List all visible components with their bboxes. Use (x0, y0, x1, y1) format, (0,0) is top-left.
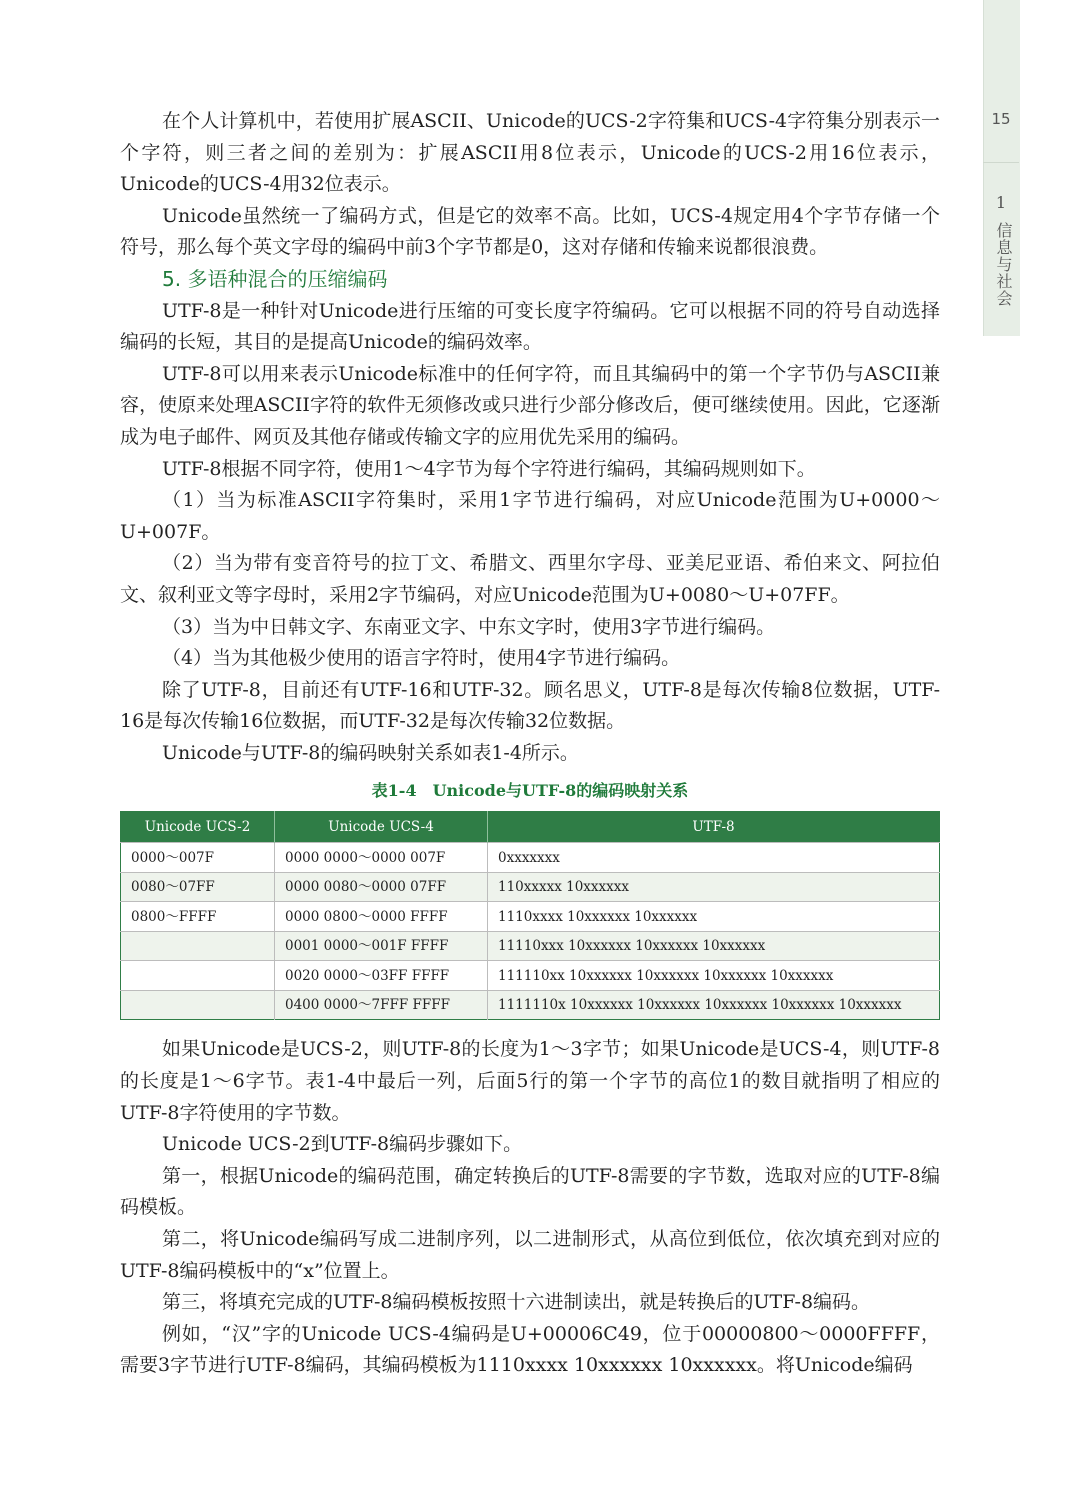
paragraph: 如果Unicode是UCS-2，则UTF-8的长度为1～3字节；如果Unicode是UCS-4，则UTF-8的长度是1～6字节。表1-4中最后一列，后面5行的第一个字节的高位1的数目就指明了相应的UTF-8字符使用的字节数。 (120, 1038, 940, 1124)
rule-item-2: （2）当为带有变音符号的拉丁文、希腊文、西里尔字母、亚美尼亚语、希伯来文、阿拉伯文、叙利亚文等字母时，采用2字节编码，对应Unicode范围为U+0080～U+07FF。 (120, 552, 940, 606)
table-row (121, 872, 940, 902)
paragraph: UTF-8是一种针对Unicode进行压缩的可变长度字符编码。它可以根据不同的符号自动选择编码的长短，其目的是提高Unicode的编码效率。 (120, 299, 940, 354)
step-2: 第二，将Unicode编码写成二进制序列，以二进制形式，从高位到低位，依次填充到对应的UTF-8编码模板中的“x”位置上。 (120, 1228, 940, 1282)
encoding-map-table (120, 811, 940, 1020)
table-cell: 0080～07FF (121, 872, 275, 902)
table-cell: 0020 0000～03FF FFFF (275, 961, 488, 991)
table-caption: 表1-4 Unicode与UTF-8的编码映射关系 (371, 781, 689, 801)
table-cell: 0000 0000～0000 007F (275, 843, 488, 873)
table-row (121, 931, 940, 961)
rule-item-4: （4）当为其他极少使用的语言字符时，使用4字节进行编码。 (162, 647, 681, 670)
rule-item-1: （1）当为标准ASCII字符集时，采用1字节进行编码，对应Unicode范围为U+0000～U+007F。 (120, 489, 940, 543)
table-cell: 0xxxxxxx (488, 843, 940, 873)
table-row (121, 990, 940, 1020)
table-cell: 111110xx 10xxxxxx 10xxxxxx 10xxxxxx 10xxxxxx (488, 961, 940, 991)
table-cell: 0800～FFFF (121, 902, 275, 932)
side-tab-divider (983, 162, 1019, 163)
section-heading: 5. 多语种混合的压缩编码 (162, 266, 388, 291)
table-cell: 11110xxx 10xxxxxx 10xxxxxx 10xxxxxx (488, 931, 940, 961)
paragraph: UTF-8可以用来表示Unicode标准中的任何字符，而且其编码中的第一个字节仍与ASCII兼容，使原来处理ASCII字符的软件无须修改或只进行少部分修改后，便可继续使用。因此，它逐渐成为电子邮件、网页及其他存储或传输文字的应用优先采用的编码。 (120, 362, 940, 448)
table-cell: 1111110x 10xxxxxx 10xxxxxx 10xxxxxx 10xxxxxx 10xxxxxx (488, 990, 940, 1020)
paragraph: Unicode UCS-2到UTF-8编码步骤如下。 (162, 1133, 523, 1156)
table-cell: 0001 0000～001F FFFF (275, 931, 488, 961)
table-cell (121, 961, 275, 991)
table-cell (121, 990, 275, 1020)
example-paragraph: 例如，“汉”字的Unicode UCS-4编码是U+00006C49，位于00000800～0000FFFF，需要3字节进行UTF-8编码，其编码模板为1110xxxx 10xxxxxx 10xxxxxx。将Unicode编码 (120, 1322, 940, 1377)
table-header-row (121, 812, 940, 843)
paragraph: 在个人计算机中，若使用扩展ASCII、Unicode的UCS-2字符集和UCS-4字符集分别表示一个字符，则三者之间的差别为：扩展ASCII用8位表示，Unicode的UCS-2用16位表示，Unicode的UCS-4用32位表示。 (120, 110, 940, 196)
step-1: 第一，根据Unicode的编码范围，确定转换后的UTF-8需要的字节数，选取对应的UTF-8编码模板。 (120, 1164, 940, 1219)
page-number: 15 (991, 110, 1011, 128)
paragraph: Unicode虽然统一了编码方式，但是它的效率不高。比如，UCS-4规定用4个字节存储一个符号，那么每个英文字母的编码中前3个字节都是0，这对存储和传输来说都很浪费。 (120, 204, 940, 259)
table-cell (121, 931, 275, 961)
table-cell: 0000 0080～0000 07FF (275, 872, 488, 902)
step-3: 第三，将填充完成的UTF-8编码模板按照十六进制读出，就是转换后的UTF-8编码。 (162, 1291, 871, 1314)
table-cell: 0000 0800～0000 FFFF (275, 902, 488, 932)
paragraph: UTF-8根据不同字符，使用1～4字节为每个字符进行编码，其编码规则如下。 (162, 457, 816, 480)
table-cell: 110xxxxx 10xxxxxx (488, 872, 940, 902)
table-cell: 0400 0000～7FFF FFFF (275, 990, 488, 1020)
table-row (121, 961, 940, 991)
paragraph: 除了UTF-8，目前还有UTF-16和UTF-32。顾名思义，UTF-8是每次传输8位数据，UTF-16是每次传输16位数据，而UTF-32是每次传输32位数据。 (120, 678, 940, 733)
table-cell: 0000～007F (121, 843, 275, 873)
table-header-cell: Unicode UCS-4 (275, 812, 488, 843)
chapter-number: 1 (995, 193, 1007, 212)
table-row (121, 902, 940, 932)
chapter-title: 信息与社会 (994, 222, 1013, 307)
table-row (121, 843, 940, 873)
page-content (120, 106, 940, 1382)
table-header-cell: UTF-8 (488, 812, 940, 843)
paragraph: Unicode与UTF-8的编码映射关系如表1-4所示。 (162, 741, 579, 764)
table-header-cell: Unicode UCS-2 (121, 812, 275, 843)
rule-item-3: （3）当为中日韩文字、东南亚文字、中东文字时，使用3字节进行编码。 (162, 615, 776, 638)
table-cell: 1110xxxx 10xxxxxx 10xxxxxx (488, 902, 940, 932)
